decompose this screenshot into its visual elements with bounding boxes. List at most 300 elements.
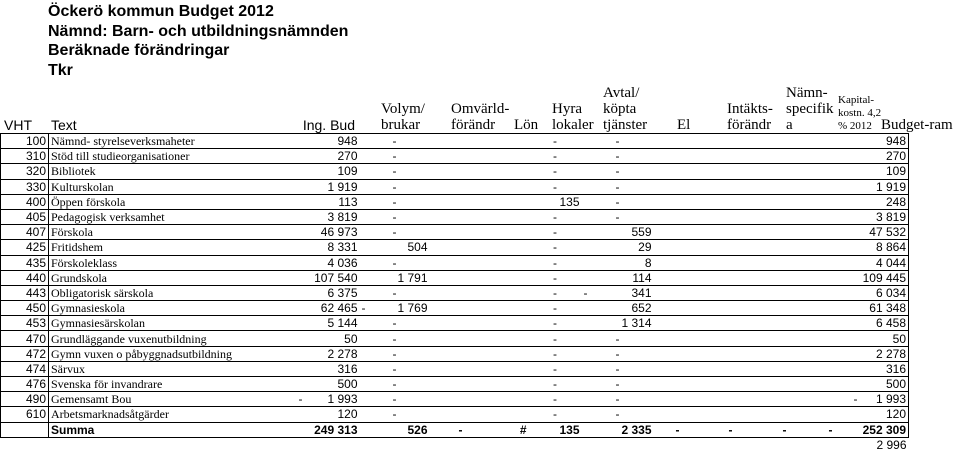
row-ing: 3 819	[297, 209, 360, 224]
table-row	[1, 209, 909, 224]
row-lon	[492, 316, 529, 331]
row-avtal: -	[582, 392, 654, 407]
row-ram: 270	[852, 149, 909, 164]
row-name: Pedagogisk verksamhet	[49, 209, 297, 224]
total-el: -	[654, 422, 702, 437]
row-volym: -	[360, 255, 430, 270]
row-hyra: -	[529, 407, 582, 422]
row-namn	[760, 240, 810, 255]
row-namn	[760, 270, 810, 285]
row-ram: 120	[852, 407, 909, 422]
row-omv	[430, 361, 492, 376]
row-hyra: -	[529, 240, 582, 255]
header-budgetram: Budget-ram	[881, 117, 953, 133]
row-lon	[492, 255, 529, 270]
row-avtal: -	[582, 164, 654, 179]
row-el	[654, 164, 702, 179]
row-kap	[810, 361, 852, 376]
row-name: Obligatorisk särskola	[49, 285, 297, 300]
row-volym: -	[360, 346, 430, 361]
header-ing-bud: Ing. Bud	[302, 117, 355, 133]
footer-blank	[760, 437, 810, 452]
total-int: -	[702, 422, 760, 437]
row-hyra: 135	[529, 194, 582, 209]
budget-table	[0, 133, 909, 452]
row-el	[654, 301, 702, 316]
row-name: Stöd till studieorganisationer	[49, 149, 297, 164]
row-avtal: 652	[582, 301, 654, 316]
table-row	[1, 301, 909, 316]
row-volym: -	[360, 407, 430, 422]
row-ing: 4 036	[297, 255, 360, 270]
row-avtal: 559	[582, 225, 654, 240]
table-row	[1, 270, 909, 285]
row-name: Gemensamt Bou	[49, 392, 297, 407]
table-row	[1, 149, 909, 164]
row-code: 435	[1, 255, 49, 270]
total-label: Summa	[49, 422, 297, 437]
table-row	[1, 164, 909, 179]
row-avtal: -	[582, 346, 654, 361]
table-row	[1, 134, 909, 149]
row-namn	[760, 346, 810, 361]
row-avtal: 1 314	[582, 316, 654, 331]
row-volym: -	[360, 377, 430, 392]
row-omv	[430, 392, 492, 407]
header-kapitalkostnad: Kapital- kostn. 4,2 % 2012	[838, 94, 882, 132]
row-namn	[760, 149, 810, 164]
table-row	[1, 361, 909, 376]
row-name: Bibliotek	[49, 164, 297, 179]
footer-blank	[654, 437, 702, 452]
row-code: 100	[1, 134, 49, 149]
table-row	[1, 285, 909, 300]
row-int	[702, 164, 760, 179]
row-ram: 6 458	[852, 316, 909, 331]
row-int	[702, 240, 760, 255]
row-code: 443	[1, 285, 49, 300]
row-ing: 46 973	[297, 225, 360, 240]
row-code: 440	[1, 270, 49, 285]
row-name: Förskoleklass	[49, 255, 297, 270]
footer-blank	[49, 437, 297, 452]
row-lon	[492, 149, 529, 164]
row-name: Arbetsmarknadsåtgärder	[49, 407, 297, 422]
row-el	[654, 392, 702, 407]
row-ing: 948	[297, 134, 360, 149]
row-name: Fritidshem	[49, 240, 297, 255]
row-ing: 120	[297, 407, 360, 422]
row-kap	[810, 134, 852, 149]
table-row	[1, 377, 909, 392]
row-namn	[760, 377, 810, 392]
row-ing: 1 919	[297, 179, 360, 194]
row-volym: -	[360, 149, 430, 164]
header-intakts: Intäkts- förändr	[727, 101, 773, 133]
row-int	[702, 407, 760, 422]
table-row	[1, 240, 909, 255]
row-ram: 316	[852, 361, 909, 376]
row-namn	[760, 134, 810, 149]
row-volym: 504	[360, 240, 430, 255]
row-hyra: -	[529, 316, 582, 331]
row-lon	[492, 301, 529, 316]
row-lon	[492, 361, 529, 376]
row-name: Svenska för invandrare	[49, 377, 297, 392]
row-el	[654, 225, 702, 240]
row-int	[702, 179, 760, 194]
row-ram: 50	[852, 331, 909, 346]
total-lon: #	[492, 422, 529, 437]
row-el	[654, 240, 702, 255]
report-titles	[48, 2, 348, 80]
row-lon	[492, 179, 529, 194]
row-volym: 1 791	[360, 270, 430, 285]
row-kap	[810, 164, 852, 179]
row-ing: 5 144	[297, 316, 360, 331]
footer-blank	[297, 437, 360, 452]
row-volym: -	[360, 134, 430, 149]
row-ing: 8 331	[297, 240, 360, 255]
row-kap	[810, 194, 852, 209]
row-ram: 1 919	[852, 179, 909, 194]
row-kap	[810, 316, 852, 331]
report-committee: Nämnd: Barn- och utbildningsnämnden	[48, 22, 349, 40]
row-el	[654, 331, 702, 346]
table-row	[1, 316, 909, 331]
row-omv	[430, 255, 492, 270]
row-name: Gymn vuxen o påbyggnadsutbildning	[49, 346, 297, 361]
row-code: 400	[1, 194, 49, 209]
footer-blank	[492, 437, 529, 452]
row-el	[654, 179, 702, 194]
row-volym: -	[360, 316, 430, 331]
row-lon	[492, 346, 529, 361]
footer-blank	[430, 437, 492, 452]
row-el	[654, 316, 702, 331]
row-omv	[430, 346, 492, 361]
row-omv	[430, 270, 492, 285]
report-unit: Tkr	[48, 61, 73, 79]
total-ram: 252 309	[852, 422, 909, 437]
row-code: 425	[1, 240, 49, 255]
row-int	[702, 255, 760, 270]
header-text: Text	[51, 117, 77, 133]
row-namn	[760, 164, 810, 179]
footer-blank	[360, 437, 430, 452]
row-omv	[430, 316, 492, 331]
row-el	[654, 270, 702, 285]
table-row	[1, 255, 909, 270]
row-kap	[810, 149, 852, 164]
row-code: 310	[1, 149, 49, 164]
row-int	[702, 331, 760, 346]
row-int	[702, 301, 760, 316]
row-code: 474	[1, 361, 49, 376]
row-int	[702, 194, 760, 209]
row-hyra: -	[529, 377, 582, 392]
row-ing: 109	[297, 164, 360, 179]
row-ing: 2 278	[297, 346, 360, 361]
row-omv	[430, 377, 492, 392]
row-hyra: -	[529, 331, 582, 346]
row-avtal: - 341	[583, 285, 652, 300]
footer-row	[1, 437, 909, 452]
table-row	[1, 225, 909, 240]
row-volym: -	[360, 285, 430, 300]
table-row	[1, 392, 909, 407]
row-code: 610	[1, 407, 49, 422]
row-el	[654, 194, 702, 209]
row-volym: -	[360, 209, 430, 224]
row-ram: 6 034	[852, 285, 909, 300]
row-lon	[492, 194, 529, 209]
row-hyra: -	[529, 361, 582, 376]
row-ram: 109	[852, 164, 909, 179]
row-omv	[430, 285, 492, 300]
header-vht: VHT	[4, 117, 32, 133]
row-kap	[810, 331, 852, 346]
row-avtal: -	[582, 134, 654, 149]
row-name: Förskola	[49, 225, 297, 240]
row-ram: 8 864	[852, 240, 909, 255]
row-int	[702, 225, 760, 240]
row-namn	[760, 407, 810, 422]
row-int	[702, 316, 760, 331]
row-lon	[492, 392, 529, 407]
row-hyra: -	[529, 346, 582, 361]
total-omv: -	[430, 422, 492, 437]
row-ing: 6 375	[297, 285, 360, 300]
row-namn	[760, 316, 810, 331]
footer-value: 2 996	[876, 437, 907, 452]
row-kap	[810, 255, 852, 270]
header-namnspecifika: Nämn- specifik a	[786, 85, 834, 133]
row-el	[654, 209, 702, 224]
row-code: 472	[1, 346, 49, 361]
header-hyra: Hyra lokaler	[552, 101, 594, 133]
row-ram: 2 278	[852, 346, 909, 361]
row-volym: -	[360, 361, 430, 376]
row-hyra: -	[529, 255, 582, 270]
row-namn	[760, 331, 810, 346]
row-int	[702, 377, 760, 392]
row-omv	[430, 194, 492, 209]
table-row	[1, 194, 909, 209]
row-lon	[492, 134, 529, 149]
row-el	[654, 407, 702, 422]
row-name: Kulturskolan	[49, 179, 297, 194]
row-avtal: -	[582, 377, 654, 392]
report-title: Öckerö kommun Budget 2012	[48, 3, 274, 20]
row-avtal: -	[582, 361, 654, 376]
row-namn	[760, 255, 810, 270]
row-namn	[760, 392, 810, 407]
row-volym: -	[360, 179, 430, 194]
row-kap	[810, 346, 852, 361]
row-ram: 3 819	[852, 209, 909, 224]
row-ram: 500	[852, 377, 909, 392]
row-volym: -	[360, 225, 430, 240]
row-lon	[492, 225, 529, 240]
row-lon	[492, 164, 529, 179]
row-int	[702, 149, 760, 164]
row-int	[702, 346, 760, 361]
row-omv	[430, 240, 492, 255]
row-avtal: -	[582, 331, 654, 346]
row-hyra: -	[529, 209, 582, 224]
row-volym: -	[360, 164, 430, 179]
row-omv	[430, 149, 492, 164]
row-kap	[810, 209, 852, 224]
row-kap	[810, 301, 852, 316]
row-omv	[430, 134, 492, 149]
row-code: 470	[1, 331, 49, 346]
row-kap	[810, 225, 852, 240]
row-hyra: -	[529, 164, 582, 179]
row-hyra: -	[529, 392, 582, 407]
row-int	[702, 285, 760, 300]
row-name: Gymnasieskola	[49, 301, 297, 316]
total-ing: 249 313	[297, 422, 360, 437]
row-namn	[760, 209, 810, 224]
row-ing: - 1 993	[298, 392, 358, 407]
row-ram: 47 532	[852, 225, 909, 240]
row-volym: -	[360, 392, 430, 407]
row-lon	[492, 377, 529, 392]
row-el	[654, 377, 702, 392]
footer-blank	[582, 437, 654, 452]
row-kap	[810, 270, 852, 285]
row-code: 453	[1, 316, 49, 331]
table-row	[1, 179, 909, 194]
row-int	[702, 270, 760, 285]
row-name: Gymnasiesärskolan	[49, 316, 297, 331]
row-lon	[492, 285, 529, 300]
row-el	[654, 134, 702, 149]
row-code: 450	[1, 301, 49, 316]
row-avtal: -	[582, 209, 654, 224]
row-ram: 4 044	[852, 255, 909, 270]
row-code: 476	[1, 377, 49, 392]
total-row	[1, 422, 909, 437]
row-kap	[810, 179, 852, 194]
row-int	[702, 361, 760, 376]
row-hyra: -	[529, 270, 582, 285]
row-kap	[810, 392, 852, 407]
row-ram: 948	[852, 134, 909, 149]
row-ing: 50	[297, 331, 360, 346]
total-kap: -	[810, 422, 852, 437]
row-avtal: 29	[582, 240, 654, 255]
row-lon	[492, 407, 529, 422]
row-code: 405	[1, 209, 49, 224]
row-int	[702, 392, 760, 407]
footer-blank	[702, 437, 760, 452]
row-name: Särvux	[49, 361, 297, 376]
table-row	[1, 346, 909, 361]
row-hyra: -	[529, 179, 582, 194]
row-volym: -	[360, 194, 430, 209]
row-namn	[760, 285, 810, 300]
row-avtal: 8	[582, 255, 654, 270]
row-code: 320	[1, 164, 49, 179]
row-namn	[760, 301, 810, 316]
total-code	[1, 422, 49, 437]
footer-blank	[1, 437, 49, 452]
header-avtal: Avtal/ köpta tjänster	[603, 85, 648, 133]
header-el: El	[677, 117, 691, 133]
row-avtal: -	[582, 149, 654, 164]
row-lon	[492, 331, 529, 346]
row-avtal: -	[582, 179, 654, 194]
row-kap	[810, 285, 852, 300]
row-namn	[760, 179, 810, 194]
row-code: 490	[1, 392, 49, 407]
row-avtal: -	[582, 194, 654, 209]
total-hyra: 135	[529, 422, 582, 437]
row-omv	[430, 225, 492, 240]
row-name: Öppen förskola	[49, 194, 297, 209]
row-ram: 109 445	[852, 270, 909, 285]
row-hyra: -	[529, 225, 582, 240]
row-name: Grundläggande vuxenutbildning	[49, 331, 297, 346]
row-hyra: -	[529, 134, 582, 149]
row-omv	[430, 179, 492, 194]
row-namn	[760, 361, 810, 376]
row-hyra: -	[529, 149, 582, 164]
row-ing: 113	[297, 194, 360, 209]
header-omvarld: Omvärld- förändr	[451, 101, 510, 133]
row-ram: 248	[852, 194, 909, 209]
row-ing: 500	[297, 377, 360, 392]
row-ing: 270	[297, 149, 360, 164]
row-lon	[492, 240, 529, 255]
header-volym: Volym/ brukar	[381, 101, 425, 133]
row-kap	[810, 407, 852, 422]
report-subtitle: Beräknade förändringar	[48, 42, 230, 59]
row-ram: - 1 993	[852, 392, 909, 407]
row-hyra: -	[529, 301, 582, 316]
row-omv	[430, 407, 492, 422]
row-ram: 61 348	[852, 301, 909, 316]
row-name: Nämnd- styrelseverksmaheter	[49, 134, 297, 149]
table-row	[1, 407, 909, 422]
total-namn: -	[760, 422, 810, 437]
row-omv	[430, 209, 492, 224]
row-int	[702, 134, 760, 149]
total-avtal: 2 335	[582, 422, 654, 437]
footer-blank	[810, 437, 852, 452]
row-omv	[430, 301, 492, 316]
row-hyra: -	[529, 285, 582, 300]
row-omv	[430, 331, 492, 346]
row-kap	[810, 240, 852, 255]
row-volym: - 1 769	[361, 301, 428, 316]
row-lon	[492, 270, 529, 285]
row-avtal: -	[582, 407, 654, 422]
row-int	[702, 209, 760, 224]
row-namn	[760, 194, 810, 209]
row-avtal: 114	[582, 270, 654, 285]
row-code: 330	[1, 179, 49, 194]
row-code: 407	[1, 225, 49, 240]
table-row	[1, 331, 909, 346]
row-el	[654, 149, 702, 164]
row-el	[654, 255, 702, 270]
row-el	[654, 285, 702, 300]
row-kap	[810, 377, 852, 392]
